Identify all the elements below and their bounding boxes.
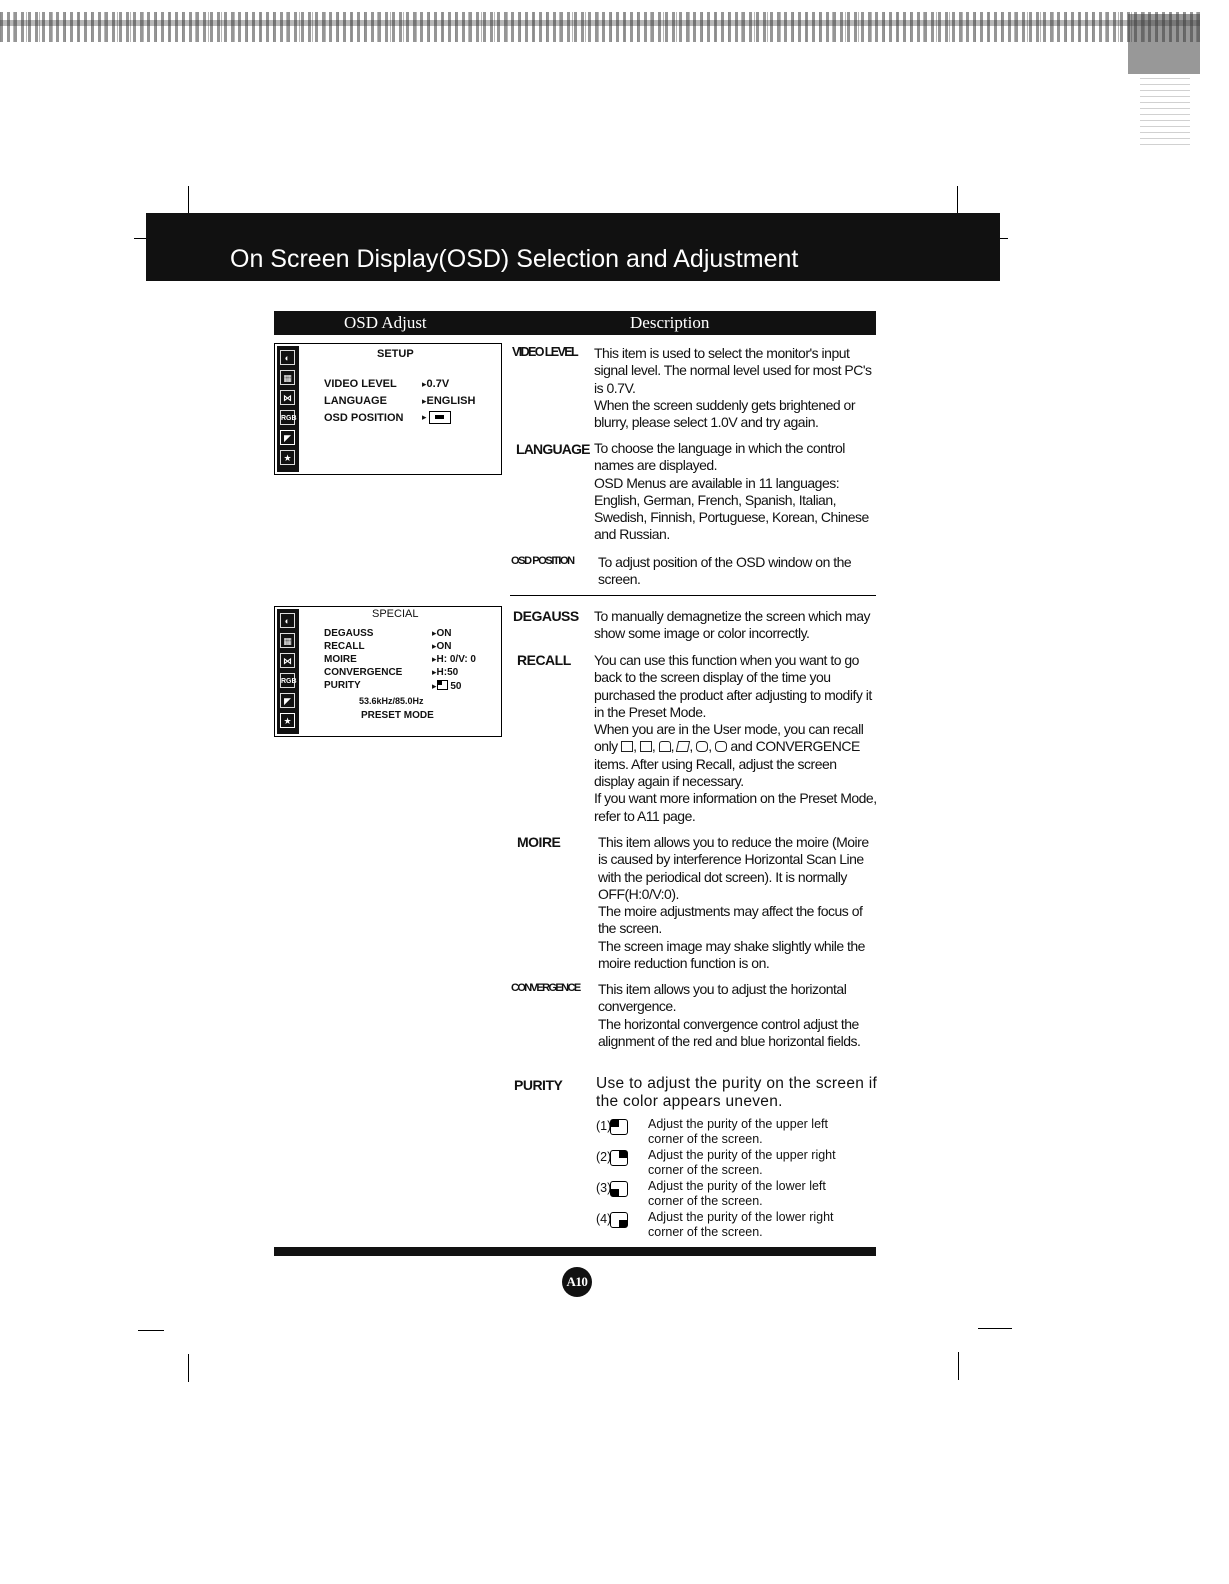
rgb-icon: RGB (280, 673, 295, 688)
desc-line: The horizontal convergence control adjust the alignment of the red and blue horizontal fields. (598, 1015, 861, 1049)
osd-menu-strip (277, 609, 299, 734)
page-number-badge: A10 (562, 1267, 592, 1297)
column-header-right-label: Description (630, 313, 710, 332)
purity-step-text: Adjust the purity of the upper right corner of the screen. (648, 1148, 836, 1177)
purity-step (596, 1117, 866, 1147)
desc-purity-lead: Use to adjust the purity on the screen if the color appears uneven. (596, 1075, 878, 1110)
desc-line-recall: When you are in the User mode, you can recall only , , , , , and CONVERGENCE items. After using Recall, adjust the screen display again if necessary. (594, 721, 864, 790)
purity-step (596, 1148, 866, 1178)
desc-line: To adjust position of the OSD window on the screen. (598, 554, 852, 588)
osd-row-value: ▸ ENGLISH (422, 395, 475, 407)
page-title-bar (146, 213, 1000, 281)
scan-noise-corner (1128, 14, 1200, 74)
scan-noise-corner-fade (1140, 75, 1190, 145)
geometry-icon: ⋈ (280, 653, 295, 668)
term-degauss: DEGAUSS (513, 608, 579, 624)
upper-left-corner-icon (610, 1119, 628, 1135)
brightness-icon: ◐ (280, 613, 295, 628)
osd-special-title: SPECIAL (372, 608, 419, 620)
bottom-corner-icon (715, 741, 727, 752)
osd-row-value: ▸ ON (432, 628, 452, 639)
osd-row-value: ▸ H: 0/V: 0 (432, 654, 476, 665)
osd-row-label: RECALL (324, 641, 365, 652)
term-purity: PURITY (514, 1077, 563, 1093)
osd-position-icon (429, 411, 451, 424)
desc-line: If you want more information on the Preset Mode, refer to A11 page. (594, 790, 877, 824)
osd-setup-panel (274, 343, 502, 475)
rgb-icon: RGB (280, 410, 295, 425)
desc-line: When the screen suddenly gets brightened or blurry, please select 1.0V and try again. (594, 396, 856, 431)
purity-step-number: (2) (596, 1150, 612, 1164)
column-header-osd-adjust (274, 311, 510, 335)
section-divider (510, 595, 876, 596)
osd-purity-number: 50 (450, 681, 462, 692)
desc-osd-position (598, 554, 878, 589)
term-language: LANGUAGE (516, 441, 590, 457)
purity-step-number: (3) (596, 1181, 612, 1195)
crop-mark (188, 186, 189, 216)
term-osd-position: OSD POSITION (511, 555, 574, 567)
purity-step-number: (4) (596, 1212, 612, 1226)
crop-mark (138, 1330, 164, 1331)
desc-line: To choose the language in which the control names are displayed. (594, 440, 845, 474)
footer-bar (274, 1247, 876, 1256)
lower-right-corner-icon (610, 1212, 628, 1228)
osd-mode: PRESET MODE (361, 710, 434, 721)
size-icon: ▦ (280, 370, 295, 385)
scan-noise-top (0, 12, 1200, 42)
size-icon: ▦ (280, 633, 295, 648)
page-title: On Screen Display(OSD) Selection and Adjustment (230, 245, 799, 273)
purity-step-text: Adjust the purity of the lower left corner of the screen. (648, 1179, 826, 1208)
geometry-icon: ⋈ (280, 390, 295, 405)
desc-line: This item allows you to adjust the horizontal convergence. (598, 981, 847, 1015)
purity-step-text: Adjust the purity of the upper left corner of the screen. (648, 1117, 828, 1146)
desc-recall (594, 652, 878, 825)
desc-fragment: When you are in the User mode, you can recall only (594, 721, 864, 755)
osd-row-value: ▸ H:50 (432, 667, 458, 678)
term-moire: MOIRE (517, 834, 561, 850)
desc-language (594, 440, 878, 544)
crop-mark (188, 1354, 189, 1382)
column-header-left-label: OSD Adjust (344, 313, 427, 332)
term-convergence: CONVERGENCE (511, 982, 580, 994)
parallelogram-icon (676, 741, 690, 752)
pin-balance-icon (640, 741, 652, 752)
position-icon: ◤ (280, 430, 295, 445)
special-icon: ★ (280, 450, 295, 465)
crop-mark (958, 1352, 959, 1380)
column-header-description (510, 311, 876, 335)
purity-step (596, 1210, 866, 1240)
osd-row-value: ▸ 0.7V (422, 378, 449, 390)
osd-menu-strip (277, 346, 299, 472)
special-icon: ★ (280, 713, 295, 728)
osd-frequency: 53.6kHz/85.0Hz (359, 696, 424, 706)
desc-degauss (594, 608, 878, 643)
purity-step (596, 1179, 866, 1209)
purity-corner-icon (437, 680, 448, 690)
desc-line: You can use this function when you want to go back to the screen display of the time you purchased the product after adjusting to modify it in the Preset Mode. (594, 652, 872, 720)
position-icon: ◤ (280, 693, 295, 708)
pincushion-icon (621, 741, 633, 752)
top-corner-icon (696, 741, 708, 752)
osd-row-label: MOIRE (324, 654, 357, 665)
osd-row-label: OSD POSITION (324, 412, 404, 424)
trapezoid-icon (659, 741, 671, 752)
osd-row-value: ▸ ON (432, 641, 452, 652)
desc-convergence (598, 981, 878, 1050)
crop-mark (957, 186, 958, 216)
osd-row-label: PURITY (324, 680, 361, 691)
term-recall: RECALL (517, 652, 571, 668)
osd-row-label: DEGAUSS (324, 628, 374, 639)
scan-noise-band (0, 20, 1200, 26)
osd-purity-value (432, 680, 461, 692)
osd-setup-title: SETUP (377, 348, 414, 360)
desc-moire (598, 834, 878, 972)
lower-left-corner-icon (610, 1181, 628, 1197)
desc-line: This item is used to select the monitor's input signal level. The normal level used for most PC's is 0.7V. (594, 345, 872, 396)
desc-line: The moire adjustments may affect the focus of the screen. (598, 903, 863, 937)
desc-line: OSD Menus are available in 11 languages: English, German, French, Spanish, Italian, Swedish, Finnish, Portuguese, Korean, Chinese and Russian. (594, 474, 869, 543)
desc-line: The screen image may shake slightly while the moire reduction function is on. (598, 937, 865, 972)
crop-mark (978, 1328, 1012, 1329)
osd-row-label: LANGUAGE (324, 395, 387, 407)
desc-video-level (594, 345, 878, 431)
osd-special-panel (274, 606, 502, 737)
desc-fragment: and CONVERGENCE items. After using Recall, adjust the screen display again if necessary. (594, 738, 860, 790)
osd-row-label: VIDEO LEVEL (324, 378, 397, 390)
desc-line: This item allows you to reduce the moire (Moire is caused by interference Horizontal Scan Line with the periodical dot screen). It is normally OFF(H:0/V:0). (598, 834, 869, 902)
desc-line: To manually demagnetize the screen which may show some image or color incorrectly. (594, 608, 871, 642)
upper-right-corner-icon (610, 1150, 628, 1166)
purity-step-text: Adjust the purity of the lower right corner of the screen. (648, 1210, 834, 1239)
purity-step-number: (1) (596, 1119, 612, 1133)
osd-row-label: CONVERGENCE (324, 667, 403, 678)
osd-position-value (422, 411, 451, 424)
brightness-icon: ◐ (280, 350, 295, 365)
term-video-level: VIDEO LEVEL (512, 345, 578, 359)
